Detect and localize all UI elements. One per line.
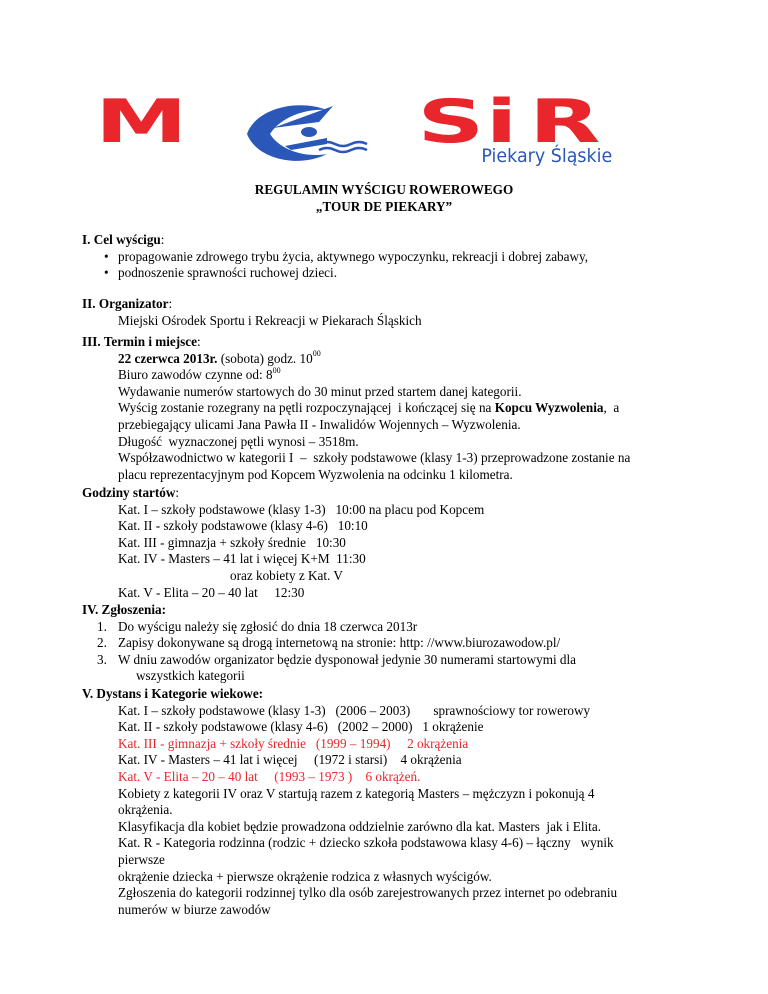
category-line: Kat. R - Kategoria rodzinna (rodzic + dziecko szkoła podstawowa klasy 4-6) – łączny wynik bbox=[118, 835, 614, 851]
section-start-heading: Godziny startów bbox=[82, 485, 176, 500]
mosir-logo bbox=[95, 92, 670, 168]
category-line: Kat. III - gimnazja + szkoły średnie (1999 – 1994) 2 okrążenia bbox=[118, 735, 469, 751]
category-line: Kat. I – szkoły podstawowe (klasy 1-3) (2006 – 2003) sprawnościowy tor rowerowy bbox=[118, 702, 591, 718]
route-text-b: , a bbox=[603, 400, 620, 416]
category-line: pierwsze bbox=[118, 851, 165, 867]
start-line: Kat. IV - Masters – 41 lat i więcej K+M 11:30 bbox=[118, 551, 366, 567]
section-registration bbox=[82, 602, 682, 685]
colon: : bbox=[197, 334, 201, 349]
logo-letter-i: i bbox=[485, 92, 518, 157]
organizer-name: Miejski Ośrodek Sportu i Rekreacji w Piekarach Śląskich bbox=[118, 312, 422, 328]
event-date-sup: 00 bbox=[312, 349, 321, 359]
category-line: Zgłoszenia do kategorii rodzinnej tylko dla osób zarejestrowanych przez internet po odebraniu bbox=[118, 885, 618, 901]
section-registration-heading: IV. Zgłoszenia: bbox=[82, 602, 167, 617]
start-line: oraz kobiety z Kat. V bbox=[230, 567, 343, 583]
logo-letter-r: R bbox=[529, 92, 601, 157]
item-text-continued: wszystkich kategorii bbox=[136, 668, 245, 684]
colon: : bbox=[160, 232, 165, 247]
office-hours bbox=[82, 367, 682, 384]
office-hours-sup: 00 bbox=[272, 365, 281, 375]
route-streets: przebiegający ulicami Jana Pawła II - Inwalidów Wojennych – Wyzwolenia. bbox=[118, 416, 521, 432]
category-line: numerów w biurze zawodów bbox=[118, 901, 271, 917]
category-line: Kat. II - szkoły podstawowe (klasy 4-6) (2002 – 2000) 1 okrążenie bbox=[118, 719, 484, 735]
competition-info-a: Współzawodnictwo w kategorii I – szkoły podstawowe (klasy 1-3) przeprowadzone zostanie na bbox=[118, 450, 631, 466]
event-date-bold: 22 czerwca 2013r. bbox=[118, 350, 218, 366]
route-info bbox=[82, 400, 682, 417]
section-organizer bbox=[82, 296, 682, 329]
category-line: Kobiety z kategorii IV oraz V startują razem z kategorią Masters – mężczyzn i pokonują 4 bbox=[118, 785, 595, 801]
section-date-heading: III. Termin i miejsce bbox=[82, 334, 198, 349]
category-line: okrążenie dziecka + pierwsze okrążenie rodzica z własnych wyścigów. bbox=[118, 868, 492, 884]
start-line: Kat. V - Elita – 20 – 40 lat 12:30 bbox=[118, 584, 305, 600]
title-line-1: REGULAMIN WYŚCIGU ROWEROWEGO bbox=[254, 182, 514, 197]
colon: : bbox=[175, 485, 180, 500]
item-number: 3. bbox=[97, 651, 107, 667]
event-date bbox=[82, 351, 682, 368]
title-line-2: „TOUR DE PIEKARY” bbox=[315, 199, 453, 214]
item-text: W dniu zawodów organizator będzie dysponował jedynie 30 numerami startowymi dla bbox=[118, 651, 577, 667]
route-bold: Kopcu Wyzwolenia bbox=[494, 400, 604, 416]
bullet-text: podnoszenie sprawności ruchowej dzieci. bbox=[118, 265, 337, 281]
category-line: okrążenia. bbox=[118, 802, 173, 818]
section-start-hours bbox=[82, 485, 682, 601]
bullet-text: propagowanie zdrowego trybu życia, aktywnego wypoczynku, rekreacji i dobrej zabawy, bbox=[118, 248, 589, 264]
section-organizer-heading: II. Organizator bbox=[82, 296, 169, 311]
list-item bbox=[82, 249, 682, 266]
category-line: Kat. IV - Masters – 41 lat i więcej (1972 i starsi) 4 okrążenia bbox=[118, 752, 462, 768]
category-line: Klasyfikacja dla kobiet będzie prowadzona oddzielnie zarówno dla kat. Masters jak i Elita. bbox=[118, 818, 601, 834]
start-line: Kat. I – szkoły podstawowe (klasy 1-3) 10:00 na placu pod Kopcem bbox=[118, 501, 485, 517]
list-item bbox=[82, 652, 682, 669]
event-date-rest: (sobota) godz. 10 bbox=[217, 350, 313, 366]
competition-info-b: placu reprezentacyjnym pod Kopcem Wyzwolenia na odcinku 1 kilometra. bbox=[118, 466, 513, 482]
logo-letter-m: M bbox=[95, 92, 188, 157]
section-categories-heading: V. Dystans i Kategorie wiekowe: bbox=[82, 686, 264, 701]
list-item bbox=[82, 265, 682, 282]
item-text: Zapisy dokonywane są drogą internetową na stronie: http: //www.biurozawodow.pl/ bbox=[118, 635, 561, 651]
list-item bbox=[82, 619, 682, 636]
swimmer-icon bbox=[247, 105, 367, 161]
colon: : bbox=[168, 296, 173, 311]
route-length: Długość wyznaczonej pętli wynosi – 3518m. bbox=[118, 433, 359, 449]
section-categories bbox=[82, 686, 682, 918]
section-goal-heading: I. Cel wyścigu bbox=[82, 232, 161, 247]
numbers-info: Wydawanie numerów startowych do 30 minut przed startem danej kategorii. bbox=[118, 383, 522, 399]
route-text-a: Wyścig zostanie rozegrany na pętli rozpoczynającej i kończącej się na bbox=[118, 400, 495, 416]
start-line: Kat. II - szkoły podstawowe (klasy 4-6) 10:10 bbox=[118, 518, 368, 534]
start-line: Kat. III - gimnazja + szkoły średnie 10:30 bbox=[118, 534, 346, 550]
item-number: 2. bbox=[97, 635, 107, 651]
bullet-icon: • bbox=[104, 265, 109, 281]
item-number: 1. bbox=[97, 618, 107, 634]
item-text: Do wyścigu należy się zgłosić do dnia 18 czerwca 2013r bbox=[118, 618, 418, 634]
logo-letter-s: S bbox=[417, 92, 485, 157]
section-goal bbox=[82, 232, 682, 282]
office-hours-text: Biuro zawodów czynne od: 8 bbox=[118, 367, 273, 383]
section-date-place bbox=[82, 334, 682, 483]
category-line: Kat. V - Elita – 20 – 40 lat (1993 – 1973 ) 6 okrążeń. bbox=[118, 768, 421, 784]
bullet-icon: • bbox=[104, 248, 109, 264]
logo-subtitle: Piekary Śląskie bbox=[481, 145, 613, 168]
list-item bbox=[82, 635, 682, 652]
